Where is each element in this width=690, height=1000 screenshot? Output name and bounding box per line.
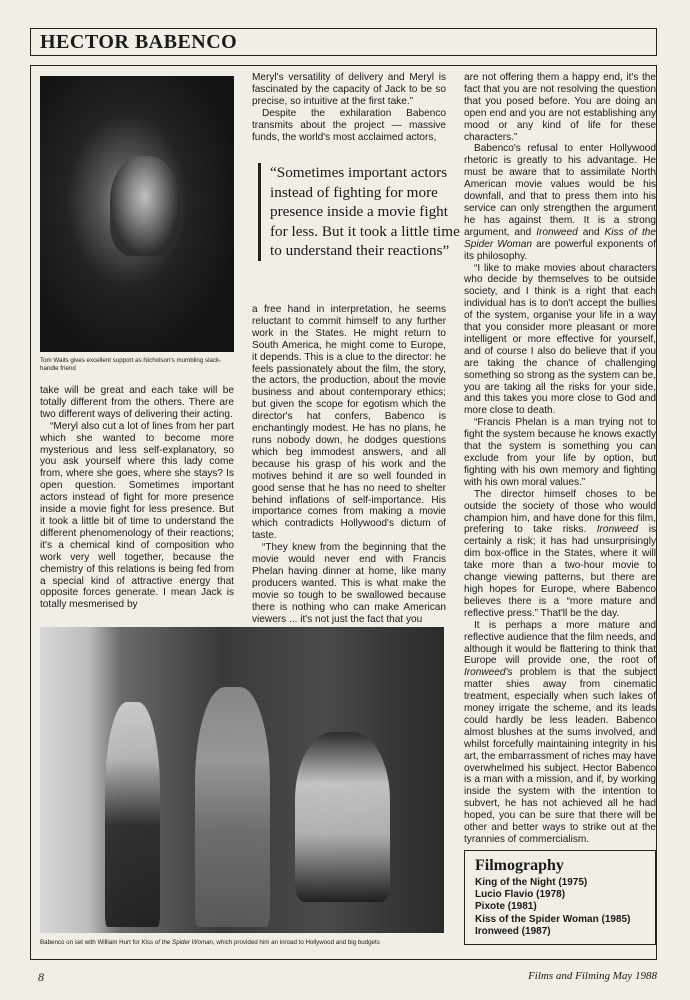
col3-p5b: is certainly a risk; it has had unsurprisingly dim box-office in the States, where it will take more than a two-hour movie to change viewing patterns, but there are high hopes for Europe, where Babenco believes there is a “more mature and reflective press.” That'll be the day. bbox=[464, 524, 656, 619]
col3-paragraph-3: “I like to make movies about characters who decide by themselves to be outside society, and I think is a right that each individual has is to don't accept the bullies of the system, organise your life in a way that you consider more pleasant or more intelligent or more effective for yourself, and of course I also do believe that if you are taking the chance of challenging something so strong as the system can be, you are taking all the risks for your side, and this takes you more close to God and more close to death. bbox=[464, 262, 656, 417]
col3-paragraph-6 bbox=[464, 620, 656, 846]
col3-paragraph-4: “Francis Phelan is a man trying not to fight the system because he knows exactly that the system is something you can exclude from your life by option, but fighting with his own memory and fighting with his own moral values.” bbox=[464, 417, 656, 488]
col1-paragraph-2: “Meryl also cut a lot of lines from her part which she wanted to become more mysterious and less self-explanatory, so you ask yourself where this lady come from, where she goes, where she stays? Is open question. Sometimes important actors instead of fight for more presence inside a movie fight for less presence. But it took a little bit of time to understand the different phenomenology of their reactions; it's a chemical kind of composition who work very well together, because the chemistry of this relations is being fed from a special kind of attractive energy that opposite forces generate. I mean Jack is totally mesmerised by bbox=[40, 420, 234, 611]
title-ironweed-2: Ironweed bbox=[596, 524, 639, 536]
photo1-caption: Tom Waits gives excellent support as Nicholson's mumbling slack-handle friend bbox=[40, 357, 222, 372]
filmography-item: King of the Night (1975) bbox=[475, 877, 588, 888]
babenco-on-set-photo bbox=[40, 627, 444, 933]
col3-p6a: It is perhaps a more mature and reflective audience that the film needs, and although it would be flattering to think that Europe will provide one, the root of bbox=[464, 619, 656, 667]
caption2-suffix: , which provided him an inroad to Hollywood and big budgets bbox=[212, 939, 380, 946]
title-ironweed: Ironweed bbox=[536, 226, 578, 238]
filmography-list bbox=[475, 877, 630, 938]
figure-right bbox=[295, 732, 390, 902]
col3-p2-mid: and bbox=[577, 226, 605, 238]
page-header-title: HECTOR BABENCO bbox=[40, 31, 238, 53]
caption2-title: Kiss of the Spider Woman bbox=[141, 939, 213, 946]
column-3 bbox=[464, 72, 656, 846]
figure-center bbox=[195, 687, 270, 927]
col1-paragraph-1: take will be great and each take will be totally different from the others. There are two different ways of delivering their acting. bbox=[40, 385, 234, 420]
photo2-caption bbox=[40, 939, 460, 947]
col3-p6b: problem is that the subject matter shies away from cinematic treatment, especially when such lakes of money irrigate the scheme, and its leads could hardly be less leaden. Babenco almost blushes at the sums involved, and whilst forcefully maintaining integrity in his art, the embarrassment of riches may have overwhelmed his subject. Hector Babenco is a man with a mission, and if, by working inside the system with the intention to subvert, he has not achieved all he had hoped, you can be sure that there will be other and better ways to strike out at the tyrannies of commercialism. bbox=[464, 667, 656, 845]
column-2-bottom bbox=[252, 304, 446, 625]
pull-quote: “Sometimes important actors instead of fighting for more presence inside a movie fight for less. But it took a little time to understand their reactions” bbox=[258, 163, 460, 261]
figure-left bbox=[105, 702, 160, 927]
col3-paragraph-1: are not offering them a happy end, it's the fact that you are not resolving the question that you posed before. You are doing an open end and you are not establishing any mood or any kind of life for these characters.” bbox=[464, 72, 656, 143]
portrait-face bbox=[110, 156, 180, 256]
col2-paragraph-2: Despite the exhilaration Babenco transmits about the project — massive funds, the world's most acclaimed actors, bbox=[252, 107, 446, 143]
filmography-item: Kiss of the Spider Woman (1985) bbox=[475, 913, 631, 925]
col3-p2-end: are powerful exponents of its philosophy. bbox=[464, 238, 656, 262]
filmography-item: Ironweed (1987) bbox=[475, 925, 551, 937]
col2-paragraph-3: a free hand in interpretation, he seems reluctant to commit himself to any further work in the States. He might return to South America, he might come to Europe, it depends. This is a clue to the director: he feels passionately about the film, the story, the actors, the production, about the movie business and about contemporary ethics; but given the scope for egotism which the director's hat confers, Babenco is enchantingly modest. He has no plans, he runs nobody down, he dodges questions which beg immodest answers, and all because his grasp of his work and the motives behind it are so well founded in good sense that he has no need to shelter behind inflations of self-importance. His importance comes from making a movie which contradicts Hollywood's dictum of taste. bbox=[252, 304, 446, 542]
col3-paragraph-5 bbox=[464, 489, 656, 620]
filmography-item: Lucio Flavio (1978) bbox=[475, 889, 566, 901]
col3-paragraph-2 bbox=[464, 143, 656, 262]
title-kiss-spider-woman: Kiss of the Spider Woman bbox=[464, 226, 656, 250]
col2-paragraph-4: “They knew from the beginning that the movie would never end with Francis Phelan having dinner at home, like many producers wanted. This is what make the movie so tough to be swallowed because there is nothing who can make American viewers ... it's not just the fact that you bbox=[252, 542, 446, 625]
filmography-title: Filmography bbox=[475, 857, 564, 874]
caption2-prefix: Babenco on set with William Hurt for bbox=[40, 939, 142, 946]
page-number: 8 bbox=[38, 970, 44, 984]
publication-line: Films and Filming May 1988 bbox=[528, 970, 657, 982]
col2-paragraph-1: Meryl's versatility of delivery and Meryl is fascinated by the capacity of Jack to be so precise, so intuitive at the first take.” bbox=[252, 72, 446, 107]
tom-waits-photo bbox=[40, 76, 234, 352]
filmography-item: Pixote (1981) bbox=[475, 901, 537, 913]
col3-p5a: The director himself choses to be outside the society of those who would champion him, and have done for this film, prefering to take risks. bbox=[464, 488, 656, 536]
title-ironweeds: Ironweed's bbox=[464, 667, 513, 679]
column-1 bbox=[40, 385, 234, 611]
column-2-top bbox=[252, 72, 446, 143]
col3-p2-text: Babenco's refusal to enter Hollywood rhetoric is greatly to his advantage. He must be aware that to assimilate North American movie values would be his downfall, and that to press them into his service can only strengthen the argument he has against them. It is a strong argument, and bbox=[464, 143, 656, 238]
